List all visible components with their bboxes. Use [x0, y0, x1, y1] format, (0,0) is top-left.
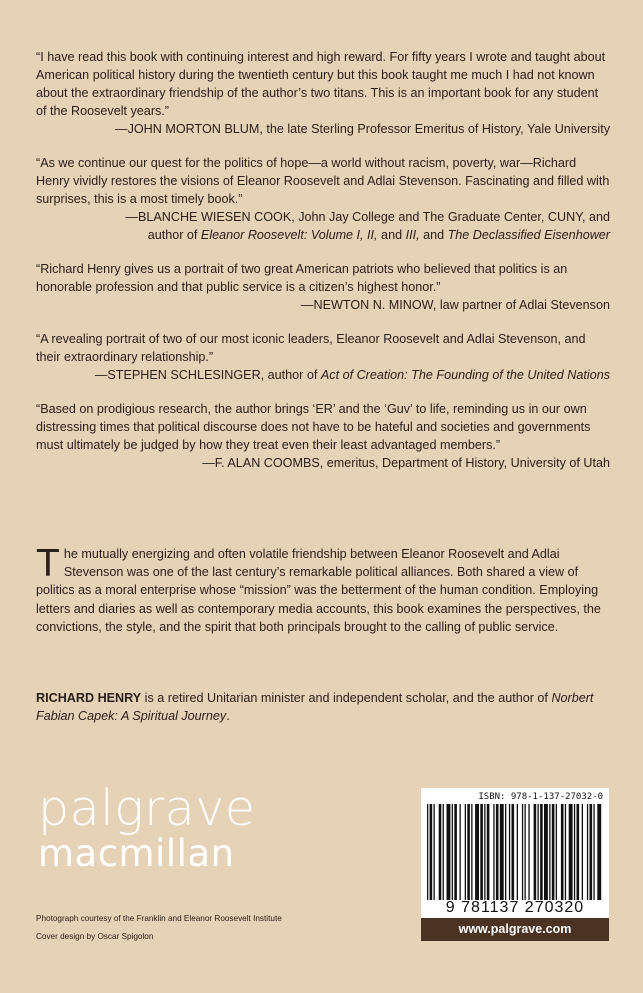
blurb-quote: “Richard Henry gives us a portrait of two great American patriots who believed that politics is an honorable profession and that public service is a citizen’s highest honor.”: [36, 262, 568, 294]
blurb-quote: “I have read this book with continuing interest and high reward. For fifty years I wrote and taught about American political history during the twentieth century but this book taught me much I had not known about the extraordinary friendship of the author’s two titans. This is an important book for any student of the Roosevelt years.”: [36, 50, 606, 118]
isbn-label: ISBN: 978-1-137-27032-0: [478, 792, 603, 802]
barcode-bar: [447, 804, 451, 900]
blurb-quote: “Based on prodigious research, the author brings ‘ER’ and the ‘Guv’ to life, reminding us in our own distressing times that political discourse does not have to be hateful and societies and governments must ultimately be judged by how they treat even their least advantaged members.”: [36, 402, 591, 452]
book-title: III,: [405, 228, 420, 242]
praise-section: [36, 48, 610, 488]
barcode-bar: [540, 804, 543, 900]
barcode-bar: [522, 804, 523, 900]
barcode-bar: [538, 804, 539, 900]
blurb-attribution: [36, 366, 610, 384]
barcode-bar: [454, 804, 457, 900]
logo-macmillan: macmillan: [38, 832, 235, 875]
attribution-joiner: and: [419, 228, 448, 242]
barcode-bar: [500, 804, 504, 900]
barcode-bar: [484, 804, 485, 900]
barcode-bar: [460, 804, 461, 900]
photo-credit: Photograph courtesy of the Franklin and Eleanor Roosevelt Institute: [36, 914, 282, 923]
barcode-bar: [582, 804, 583, 900]
publisher-logo: [38, 780, 256, 875]
barcode-bar: [439, 804, 442, 900]
blurb-attribution: —NEWTON N. MINOW, law partner of Adlai Stevenson: [300, 298, 610, 312]
book-title: The Declassified Eisenhower: [447, 228, 610, 242]
barcode-bar: [465, 804, 466, 900]
blurb-attribution: [36, 208, 610, 244]
barcode-bar: [493, 804, 494, 900]
barcode-bar: [443, 804, 444, 900]
blurb-attribution: —F. ALAN COOMBS, emeritus, Department of History, University of Utah: [202, 456, 610, 470]
blurb-coombs: [36, 400, 610, 472]
barcode-digits: 9 781137 270320: [445, 899, 585, 916]
barcode-bar: [480, 804, 483, 900]
description-text: he mutually energizing and often volatile friendship between Eleanor Roosevelt and Adlai Stevenson was one of the last century’s remarkable political alliances. Both shared a view of politics as a moral enterprise whose “mission” was the betterment of the human condition. Employing letters and diaries as well as contemporary media accounts, this book examines the perspectives, the convictions, the style, and the spirit that both principals brought to the calling of public service.: [36, 547, 601, 634]
barcode-bar: [577, 804, 580, 900]
barcode-bar: [430, 804, 433, 900]
barcode-bar: [525, 804, 526, 900]
barcode-bar: [471, 804, 472, 900]
book-title: Act of Creation: The Founding of the United Nations: [320, 368, 610, 382]
barcode-bar: [587, 804, 588, 900]
attribution-prefix: —STEPHEN SCHLESINGER, author of: [94, 368, 321, 382]
barcode-bar: [561, 804, 564, 900]
book-description: [36, 542, 610, 636]
design-credit: Cover design by Oscar Spigolon: [36, 932, 154, 941]
blurb-minow: [36, 260, 610, 314]
publisher-website: www.palgrave.com: [421, 918, 609, 941]
attribution-joiner: and: [377, 228, 406, 242]
logo-palgrave: palgrave: [38, 780, 256, 837]
attribution-prefix: author of: [147, 228, 201, 242]
barcode-bar: [505, 804, 506, 900]
barcode-bar: [452, 804, 453, 900]
barcode-bar: [467, 804, 470, 900]
barcode-bar: [512, 804, 515, 900]
blurb-quote: “As we continue our quest for the politics of hope—a world without racism, poverty, war—Richard Henry vividly restores the visions of Eleanor Roosevelt and Adlai Stevenson. Fascinating and filled with surprises, this is a most timely book.”: [36, 156, 610, 206]
barcode-bar: [434, 804, 435, 900]
barcode-bar: [552, 804, 555, 900]
author-book-title: Norbert Fabian Capek: A Spiritual Journey: [36, 691, 594, 724]
barcode-bar: [565, 804, 566, 900]
barcode-bar: [569, 804, 573, 900]
barcode-bar: [496, 804, 499, 900]
attribution-line: —BLANCHE WIESEN COOK, John Jay College and The Graduate Center, CUNY, and: [125, 210, 610, 224]
blurb-blum: [36, 48, 610, 138]
drop-cap: T: [36, 542, 60, 585]
barcode-image: [425, 804, 605, 900]
barcode-bar: [590, 804, 593, 900]
blurb-schlesinger: [36, 330, 610, 384]
barcode-bar: [593, 804, 594, 900]
barcode-bar: [509, 804, 510, 900]
barcode-bar: [487, 804, 490, 900]
blurb-cook: [36, 154, 610, 244]
barcode-bar: [427, 804, 428, 900]
barcode-bar: [544, 804, 548, 900]
credits: [36, 910, 282, 946]
book-title: Eleanor Roosevelt: Volume I, II,: [200, 228, 378, 242]
barcode-bar: [597, 804, 601, 900]
barcode-bar: [517, 804, 518, 900]
barcode-bar: [549, 804, 550, 900]
barcode-bar: [528, 804, 529, 900]
barcode-bar: [534, 804, 537, 900]
barcode-bar: [475, 804, 479, 900]
author-bio: [36, 689, 610, 725]
author-bio-end: .: [226, 709, 230, 724]
barcode-bar: [574, 804, 575, 900]
author-name: RICHARD HENRY: [36, 691, 142, 705]
author-bio-text: is a retired Unitarian minister and independent scholar, and the author of: [141, 691, 552, 705]
blurb-quote: “A revealing portrait of two of our most iconic leaders, Eleanor Roosevelt and Adlai Stevenson, and their extraordinary relationship.”: [36, 332, 586, 364]
isbn-barcode-box: [421, 788, 609, 918]
blurb-attribution: —JOHN MORTON BLUM, the late Sterling Professor Emeritus of History, Yale University: [114, 122, 610, 136]
barcode-bar: [556, 804, 557, 900]
